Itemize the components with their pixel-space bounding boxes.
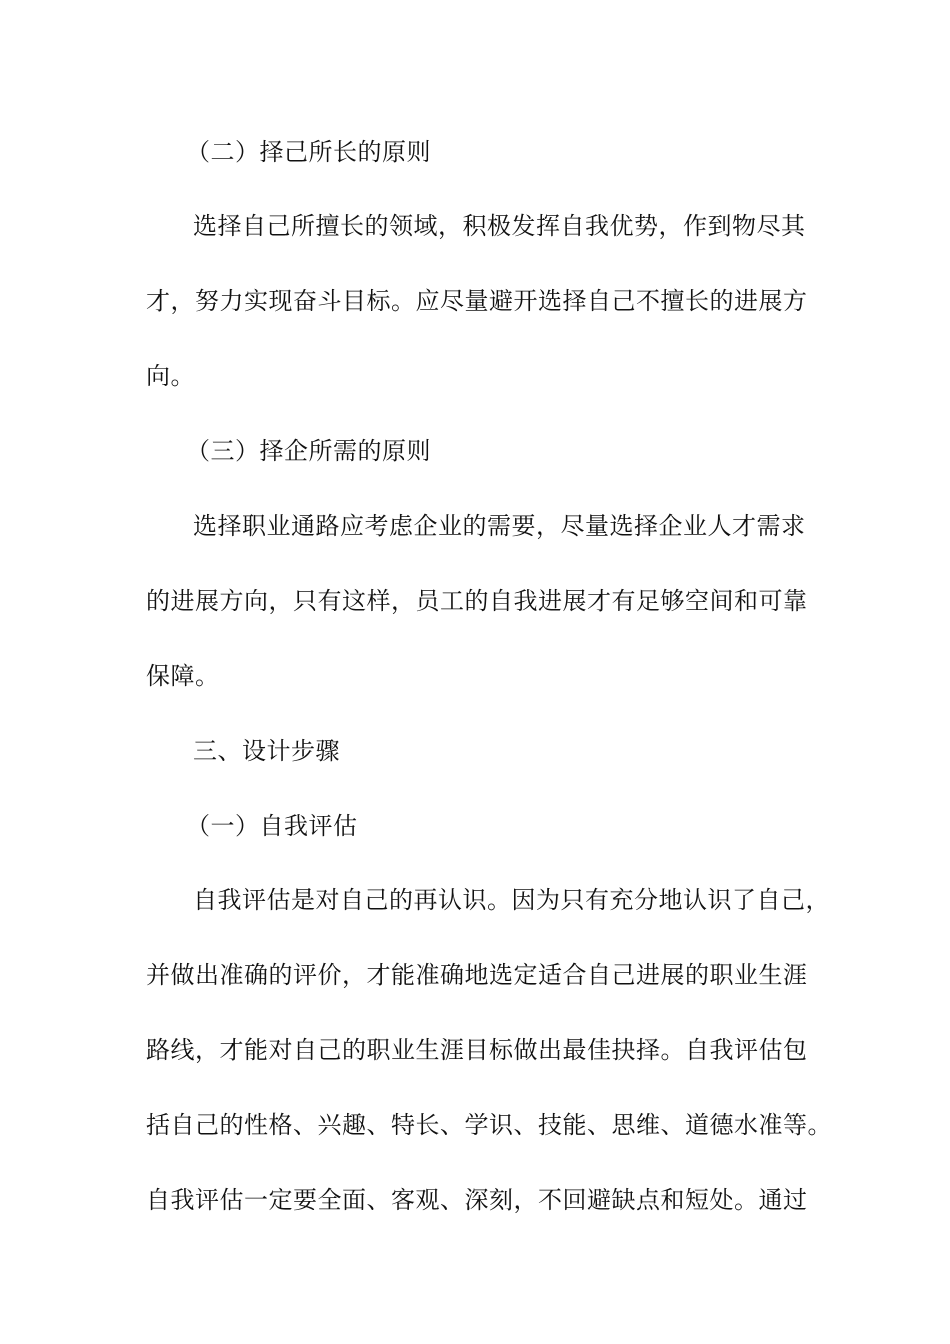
- section-heading-1: （一）自我评估: [186, 812, 358, 840]
- paragraph-line: 括自己的性格、兴趣、特长、学识、技能、思维、道德水准等。: [146, 1111, 832, 1139]
- section-heading-2: （二）择己所长的原则: [186, 138, 431, 166]
- paragraph-line: 选择自己所擅长的领域，积极发挥自我优势，作到物尽其: [193, 212, 806, 240]
- paragraph-line: 向。: [146, 362, 195, 390]
- paragraph-line: 自我评估是对自己的再认识。因为只有充分地认识了自己，: [193, 886, 830, 914]
- paragraph-line: 并做出准确的评价，才能准确地选定适合自己进展的职业生涯: [146, 961, 808, 989]
- section-heading-3: （三）择企所需的原则: [186, 437, 431, 465]
- chapter-heading: 三、设计步骤: [193, 737, 340, 765]
- paragraph-line: 保障。: [146, 662, 220, 690]
- paragraph-line: 才，努力实现奋斗目标。应尽量避开选择自己不擅长的进展方: [146, 287, 808, 315]
- paragraph-line: 选择职业通路应考虑企业的需要，尽量选择企业人才需求: [193, 512, 806, 540]
- paragraph-line: 路线，才能对自己的职业生涯目标做出最佳抉择。自我评估包: [146, 1036, 808, 1064]
- paragraph-line: 的进展方向，只有这样，员工的自我进展才有足够空间和可靠: [146, 587, 808, 615]
- paragraph-line: 自我评估一定要全面、客观、深刻，不回避缺点和短处。通过: [146, 1186, 808, 1214]
